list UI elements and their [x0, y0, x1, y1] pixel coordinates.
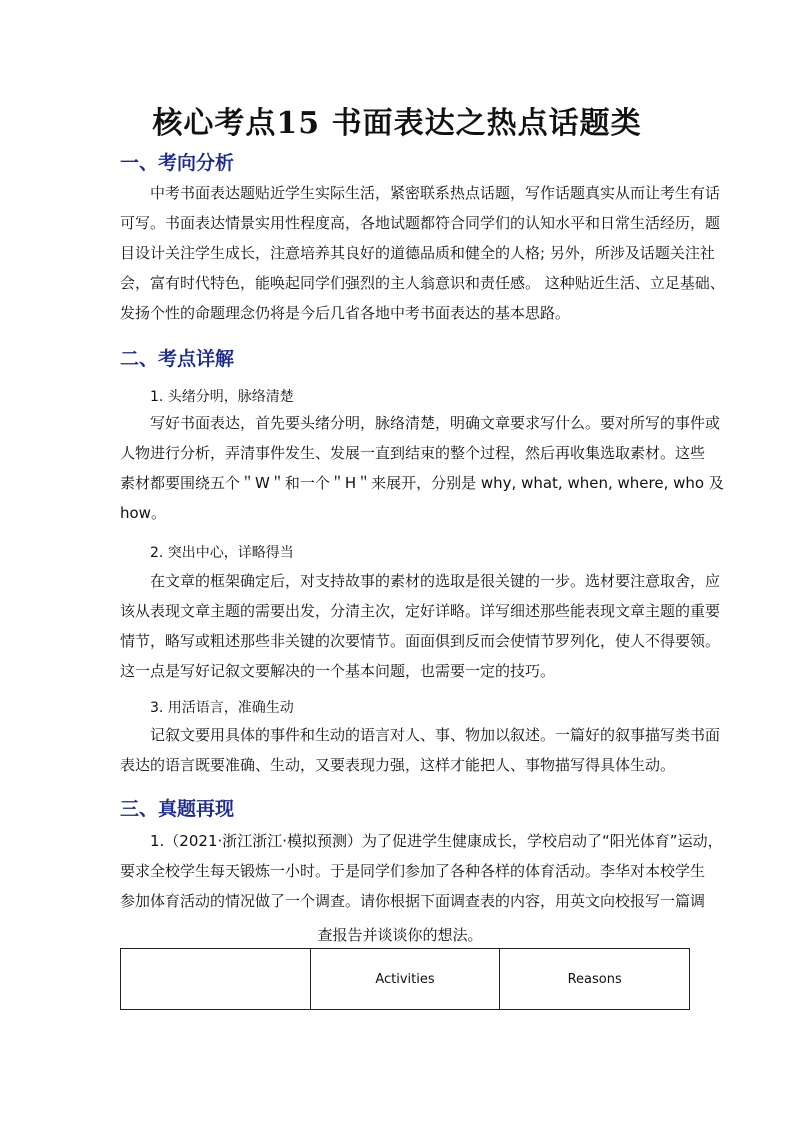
point-line: 表达的语言既要准确、生动，又要表现力强，这样才能把人、事物描写得具体生动。 — [120, 756, 676, 774]
point-line: 在文章的框架确定后，对支持故事的素材的选取是很关键的一步。选材要注意取舍，应 — [150, 572, 721, 590]
analysis-line: 会，富有时代特色，能唤起同学们强烈的主人翁意识和责任感。 这种贴近生活、立足基础、 — [120, 274, 725, 292]
point-2-label: 2. 突出中心，详略得当 — [150, 545, 294, 561]
point-line: 情节，略写或粗述那些非关键的次要情节。面面俱到反而会使情节罗列化，使人不得要领。 — [120, 632, 721, 650]
table-header-cell: Reasons — [500, 949, 690, 1010]
point-1-paragraph — [120, 408, 724, 528]
point-2-paragraph — [120, 566, 721, 686]
analysis-line: 目设计关注学生成长，注意培养其良好的道德品质和健全的人格; 另外，所涉及话题关注社 — [120, 244, 715, 262]
section-heading-analysis: 一、考向分析 — [120, 152, 235, 174]
point-line: 记叙文要用具体的事件和生动的语言对人、事、物加以叙述。一篇好的叙事描写类书面 — [150, 726, 721, 744]
question-line: 参加体育活动的情况做了一个调查。请你根据下面调查表的内容，用英文向校报写一篇调 — [120, 892, 706, 910]
section-heading-past-questions: 三、真题再现 — [120, 798, 235, 820]
question-line: 要求全校学生每天锻炼一小时。于是同学们参加了各种各样的体育活动。李华对本校学生 — [120, 862, 706, 880]
analysis-line: 可写。书面表达情景实用性程度高，各地试题都符合同学们的认知水平和日常生活经历，题 — [120, 214, 721, 232]
question-paragraph — [120, 826, 723, 916]
point-line: 素材都要围绕五个＂W＂和一个＂H＂来展开，分别是 why, what, when, where, who 及 — [120, 474, 724, 492]
analysis-paragraph — [120, 178, 725, 328]
table-header-cell: Activities — [310, 949, 500, 1010]
table-header-cell — [121, 949, 311, 1010]
point-line: 写好书面表达，首先要头绪分明，脉络清楚，明确文章要求写什么。要对所写的事件或 — [150, 414, 721, 432]
table-header-row — [121, 949, 690, 1010]
point-1-label: 1. 头绪分明，脉络清楚 — [150, 389, 294, 405]
question-line: 1.（2021·浙江浙江·模拟预测）为了促进学生健康成长，学校启动了“阳光体育”运动， — [150, 832, 723, 850]
point-3-paragraph — [120, 720, 721, 780]
section-heading-details: 二、考点详解 — [120, 348, 235, 370]
point-line: 这一点是写好记叙文要解决的一个基本问题，也需要一定的技巧。 — [120, 662, 556, 680]
question-last-line: 查报告并谈谈你的想法。 — [317, 926, 483, 944]
analysis-line: 中考书面表达题贴近学生实际生活，紧密联系热点话题，写作话题真实从而让考生有话 — [150, 184, 721, 202]
point-line: 该从表现文章主题的需要出发，分清主次，定好详略。详写细述那些能表现文章主题的重要 — [120, 602, 721, 620]
point-line: 人物进行分析，弄清事件发生、发展一直到结束的整个过程，然后再收集选取素材。这些 — [120, 444, 706, 462]
survey-table — [120, 948, 690, 1010]
page-title: 核心考点15 书面表达之热点话题类 — [152, 106, 642, 141]
point-line: how。 — [120, 504, 166, 522]
point-3-label: 3. 用活语言，准确生动 — [150, 700, 294, 716]
analysis-line: 发扬个性的命题理念仍将是今后几省各地中考书面表达的基本思路。 — [120, 304, 571, 322]
